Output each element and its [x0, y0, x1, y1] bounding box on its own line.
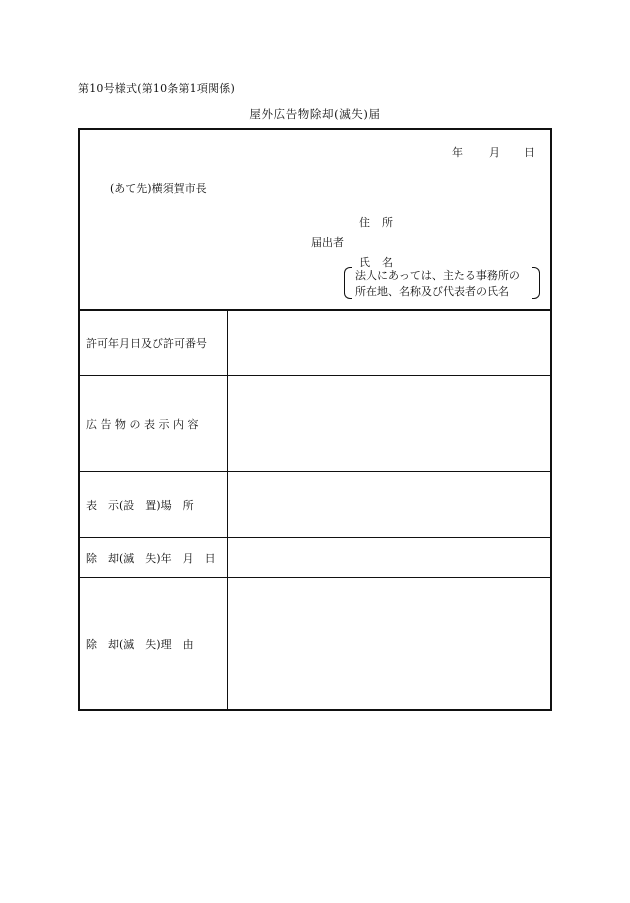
date-day-label: 日: [524, 146, 535, 159]
row-label: 除 却(滅 失)年 月 日: [80, 538, 228, 577]
name-label: 氏名: [359, 256, 405, 269]
form-header-section: [80, 130, 550, 309]
address-label: 住所: [359, 216, 405, 229]
removal-reason-field[interactable]: [222, 578, 550, 709]
date-year-label: 年: [452, 146, 463, 159]
addressee: (あて先)横須賀市長: [110, 182, 207, 195]
row-label: 許可年月日及び許可番号: [80, 311, 228, 375]
row-label: 広 告 物 の 表 示 内 容: [80, 376, 228, 471]
row-label: 除 却(滅 失)理 由: [80, 578, 228, 709]
form-number: 第10号様式(第10条第1項関係): [78, 82, 235, 95]
row-removal-reason: [80, 577, 550, 709]
row-permit-number: [80, 309, 550, 375]
ad-content-field[interactable]: [222, 376, 550, 471]
corporation-note-line-1: 法人にあっては、主たる事務所の: [355, 269, 520, 282]
bracket-right-icon: [532, 267, 540, 299]
row-removal-date: [80, 537, 550, 577]
row-label: 表 示(設 置)場 所: [80, 472, 228, 537]
display-location-field[interactable]: [222, 472, 550, 537]
corporation-note: [344, 266, 540, 300]
bracket-left-icon: [344, 267, 352, 299]
form-table: [78, 128, 552, 711]
notifier-label: 届出者: [311, 236, 344, 249]
permit-number-field[interactable]: [222, 311, 550, 375]
document-title: 屋外広告物除却(滅失)届: [249, 107, 381, 121]
row-ad-content: [80, 375, 550, 471]
date-month-label: 月: [489, 146, 500, 159]
removal-date-field[interactable]: [222, 538, 550, 577]
row-display-location: [80, 471, 550, 537]
corporation-note-line-2: 所在地、名称及び代表者の氏名: [355, 285, 509, 298]
